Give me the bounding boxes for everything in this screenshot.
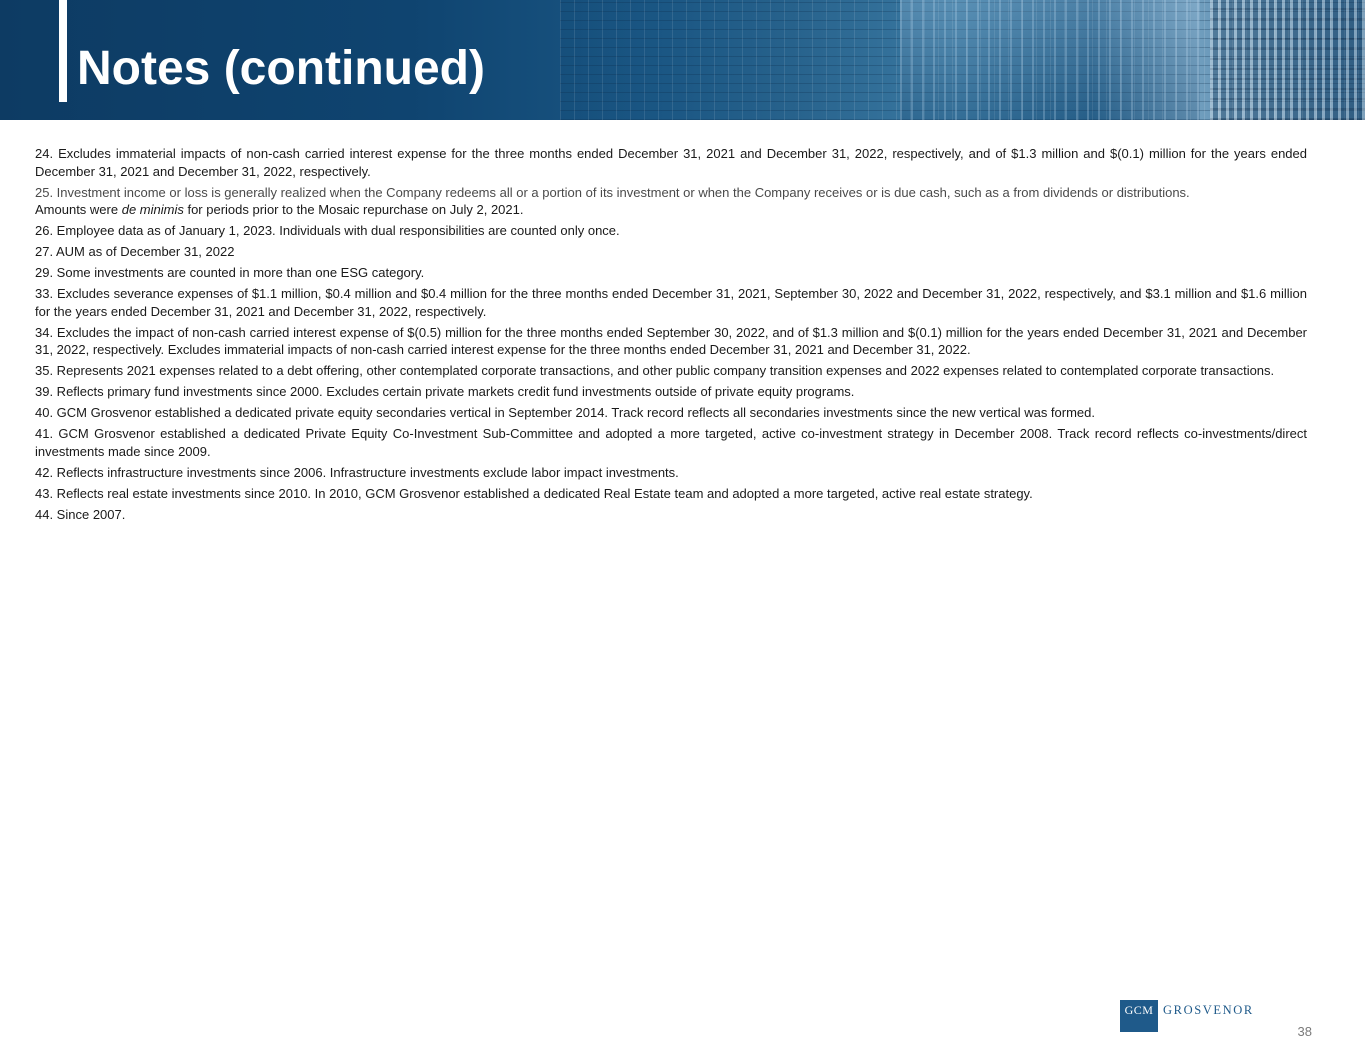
title-accent-bar xyxy=(59,0,67,102)
building-image-mid xyxy=(900,0,1200,120)
note-41: 41. GCM Grosvenor established a dedicated Private Equity Co-Investment Sub-Committee and adopted a more targeted, active co-investment strategy in December 2008. Track record reflects co-investments/direct investments made since 2009. xyxy=(35,426,1307,459)
note-39: 39. Reflects primary fund investments since 2000. Excludes certain private markets credit fund investments outside of private equity programs. xyxy=(35,384,855,399)
note-25-italic: de minimis xyxy=(121,202,184,217)
note-25-text-b: for periods prior to the Mosaic repurchase on July 2, 2021. xyxy=(187,202,524,217)
note-42: 42. Reflects infrastructure investments since 2006. Infrastructure investments exclude labor impact investments. xyxy=(35,464,679,480)
page-title: Notes (continued) xyxy=(77,42,485,95)
note-24: 24. Excludes immaterial impacts of non-cash carried interest expense for the three months ended December 31, 2021 and December 31, 2022, respectively, and of $1.3 million and $(0.1) million for the years ended December 31, 2021 and December 31, 2022, respectively. xyxy=(35,146,1307,179)
note-34: 34. Excludes the impact of non-cash carried interest expense of $(0.5) million for the three months ended September 30, 2022, and of $1.3 million and $(0.1) million for the years ended December 31, 2021 and December 31, 2022, respectively. Excludes immaterial impacts of non-cash carried interest expense for the three months ended December 31, 2021 and December 31, 2022. xyxy=(35,324,1307,357)
logo-gcm-box: GCM xyxy=(1120,1000,1158,1032)
building-image-right xyxy=(1210,0,1365,120)
logo-wordmark: GROSVENOR xyxy=(1163,1003,1254,1017)
note-35: 35. Represents 2021 expenses related to a debt offering, other contemplated corporate transactions, and other public company transition expenses and 2022 expenses related to contemplated corporate transactions. xyxy=(35,363,1275,378)
note-40: 40. GCM Grosvenor established a dedicated private equity secondaries vertical in September 2014. Track record reflects all secondaries investments since the new vertical was formed. xyxy=(35,405,1096,420)
page-number: 38 xyxy=(1297,1024,1312,1039)
note-44: 44. Since 2007. xyxy=(35,506,126,522)
note-33: 33. Excludes severance expenses of $1.1 million, $0.4 million and $0.4 million for the three months ended December 31, 2021, September 30, 2022 and December 31, 2022, respectively, and $3.1 million and $1.6 million for the years ended December 31, 2021 and December 31, 2022, respectively. xyxy=(35,286,1307,319)
header-banner xyxy=(0,0,1365,120)
note-29: 29. Some investments are counted in more than one ESG category. xyxy=(35,265,425,280)
note-25-text-a: Amounts were xyxy=(35,202,119,217)
gcm-grosvenor-logo xyxy=(1120,1000,1254,1032)
note-25-continued xyxy=(35,201,1307,219)
note-26: 26. Employee data as of January 1, 2023. Individuals with dual responsibilities are counted only once. xyxy=(35,223,620,238)
notes-list xyxy=(35,145,1307,527)
note-27: 27. AUM as of December 31, 2022 xyxy=(35,244,235,259)
note-43: 43. Reflects real estate investments since 2010. In 2010, GCM Grosvenor established a dedicated Real Estate team and adopted a more targeted, active real estate strategy. xyxy=(35,485,1033,501)
note-25: 25. Investment income or loss is generally realized when the Company redeems all or a portion of its investment or when the Company receives or is due cash, such as a from dividends or distributions. xyxy=(35,184,1190,200)
